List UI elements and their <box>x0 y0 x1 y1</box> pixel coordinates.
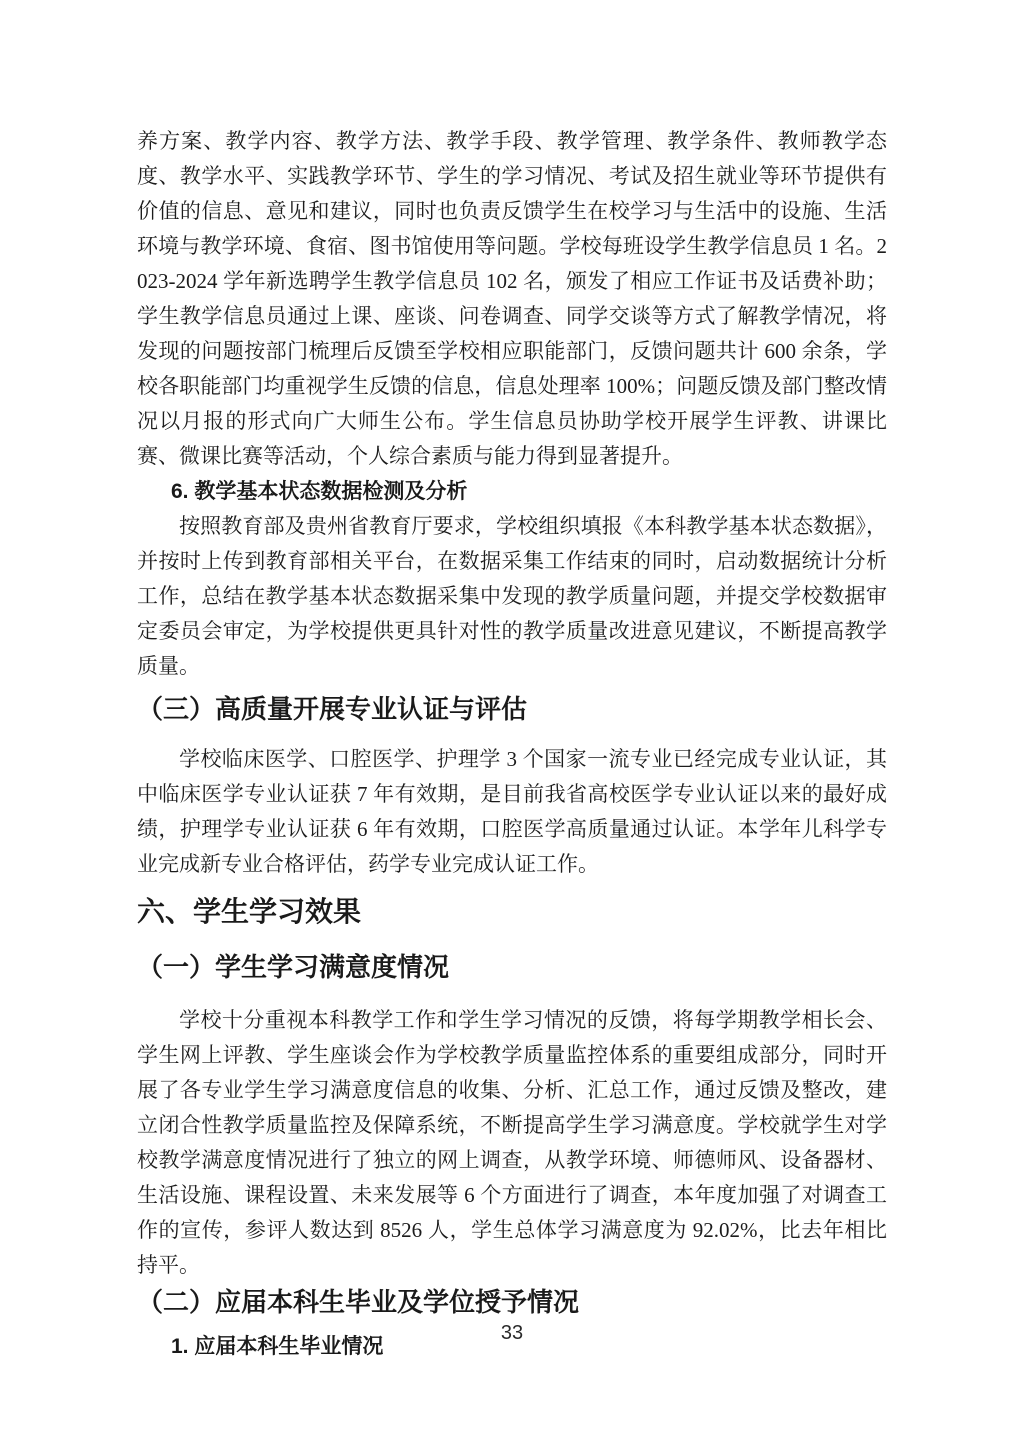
heading-section-three-accreditation: （三）高质量开展专业认证与评估 <box>137 694 528 724</box>
heading-6-teaching-state-data-analysis: 6. 教学基本状态数据检测及分析 <box>171 480 468 503</box>
paragraph-state-data-reporting: 按照教育部及贵州省教育厅要求，学校组织填报《本科教学基本状态数据》，并按时上传到教育部相关平台，在数据采集工作结束的同时，启动数据统计分析工作，总结在教学基本状态数据采集中发现的教学质量问题，并提交学校数据审定委员会审定，为学校提供更具针对性的教学质量改进意见建议，不断提高教学质量。 <box>137 514 887 678</box>
paragraph-student-information-staff: 养方案、教学内容、教学方法、教学手段、教学管理、教学条件、教师教学态度、教学水平、实践教学环节、学生的学习情况、考试及招生就业等环节提供有价值的信息、意见和建议，同时也负责反馈学生在校学习与生活中的设施、生活环境与教学环境、食宿、图书馆使用等问题。学校每班设学生教学信息员 1 名。2023-2024 学年新选聘学生教学信息员 102 名，颁发了相应工作证书及话费补助；学生教学信息员通过上课、座谈、问卷调查、同学交谈等方式了解教学情况，将发现的问题按部门梳理后反馈至学校相应职能部门，反馈问题共计 600 余条，学校各职能部门均重视学生反馈的信息，信息处理率 100%；问题反馈及部门整改情况以月报的形式向广大师生公布。学生信息员协助学校开展学生评教、讲课比赛、微课比赛等活动，个人综合素质与能力得到显著提升。 <box>137 129 887 468</box>
page-number: 33 <box>500 1322 524 1344</box>
heading-section-two-graduation-degree: （二）应届本科生毕业及学位授予情况 <box>137 1287 580 1317</box>
heading-1-graduation-status: 1. 应届本科生毕业情况 <box>171 1335 384 1358</box>
heading-chapter-six-learning-outcomes: 六、学生学习效果 <box>137 896 362 927</box>
paragraph-accreditation-results: 学校临床医学、口腔医学、护理学 3 个国家一流专业已经完成专业认证，其中临床医学专业认证获 7 年有效期，是目前我省高校医学专业认证以来的最好成绩，护理学专业认证获 6 年有效期，口腔医学高质量通过认证。本学年儿科学专业完成新专业合格评估，药学专业完成认证工作。 <box>137 747 887 876</box>
page-content <box>137 124 887 1364</box>
heading-section-one-satisfaction: （一）学生学习满意度情况 <box>137 952 450 982</box>
paragraph-satisfaction-survey: 学校十分重视本科教学工作和学生学习情况的反馈，将每学期教学相长会、学生网上评教、学生座谈会作为学校教学质量监控体系的重要组成部分，同时开展了各专业学生学习满意度信息的收集、分析、汇总工作，通过反馈及整改，建立闭合性教学质量监控及保障系统，不断提高学生学习满意度。学校就学生对学校教学满意度情况进行了独立的网上调查，从教学环境、师德师风、设备器材、生活设施、课程设置、未来发展等 6 个方面进行了调查，本年度加强了对调查工作的宣传，参评人数达到 8526 人，学生总体学习满意度为 92.02%，比去年相比持平。 <box>137 1008 887 1277</box>
